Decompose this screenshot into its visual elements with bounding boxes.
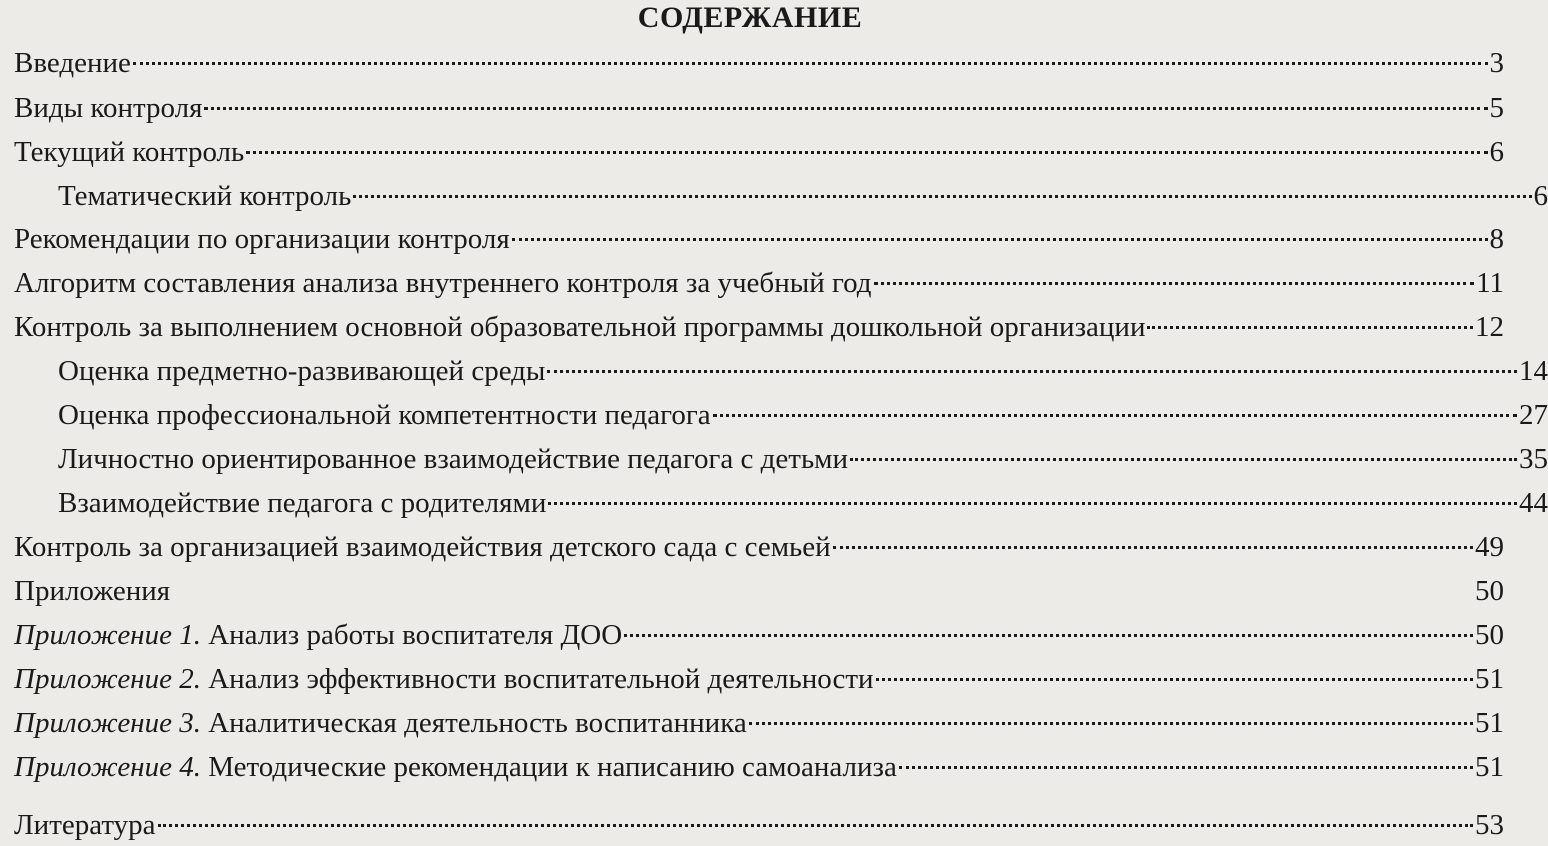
toc-page-number: 6 [1533,180,1548,212]
dot-leader [547,370,1517,373]
toc-entry [0,440,1548,478]
toc-page-number: 12 [1475,311,1504,343]
toc-entry-label: Текущий контроль [14,136,245,168]
dot-leader [158,824,1473,827]
toc-entry-label: Оценка предметно-развивающей среды [58,355,546,387]
toc-entry-label: Алгоритм составления анализа внутреннего контроля за учебный год [14,267,872,299]
toc-entry [0,133,1504,171]
toc-entry [0,572,1504,610]
toc-entry [0,484,1548,522]
toc-entry [0,396,1548,434]
dot-leader [1147,326,1473,329]
toc-page-number: 5 [1489,92,1504,124]
toc-entry-label: Взаимодействие педагога с родителями [58,487,547,519]
toc-entry-label: Контроль за организацией взаимодействия детского сада с семьей [14,531,831,563]
toc-title: СОДЕРЖАНИЕ [637,1,863,34]
toc-entry [0,806,1504,844]
toc-entry [0,704,1504,742]
toc-page-number: 3 [1489,47,1504,79]
dot-leader [713,414,1517,417]
toc-entry [0,44,1504,82]
toc-entry [0,308,1504,346]
toc-entry-label: Виды контроля [14,92,203,124]
dot-leader [353,195,1531,198]
toc-page-number: 50 [1475,575,1504,607]
toc-page-number: 44 [1519,487,1548,519]
dot-leader [876,678,1473,681]
toc-page-number: 27 [1519,399,1548,431]
toc-page-number: 51 [1475,707,1504,739]
toc-page-number: 11 [1476,267,1504,299]
toc-entry-label: Литература [14,809,156,841]
dot-leader [899,766,1473,769]
toc-entry-label: Введение [14,47,131,79]
dot-leader [548,502,1517,505]
toc-page-number: 53 [1475,809,1504,841]
toc-entry [0,528,1504,566]
dot-leader [624,634,1473,637]
toc-entry-label: Приложение 2. Анализ эффективности воспитательной деятельности [14,663,874,695]
toc-entry [0,660,1504,698]
dot-leader [512,238,1488,241]
dot-leader [874,282,1475,285]
toc-entry [0,177,1548,215]
toc-entry-label: Рекомендации по организации контроля [14,223,510,255]
toc-entry-label: Приложения [14,575,171,607]
dot-leader [833,546,1473,549]
dot-leader [133,62,1488,65]
toc-page-number: 51 [1475,751,1504,783]
dot-leader [172,590,1473,593]
toc-entry-label: Приложение 3. Аналитическая деятельность воспитанника [14,707,747,739]
dot-leader [204,107,1487,110]
toc-entry [0,89,1504,127]
dot-leader [850,458,1517,461]
toc-entry-label: Контроль за выполнением основной образовательной программы дошкольной организации [14,311,1146,343]
toc-entry-label: Тематический контроль [58,180,352,212]
toc-page-number: 35 [1519,443,1548,475]
toc-page-number: 14 [1519,355,1548,387]
toc-page-number: 49 [1475,531,1504,563]
toc-entry-label: Оценка профессиональной компетентности педагога [58,399,711,431]
toc-entry [0,352,1548,390]
toc-page-number: 6 [1489,136,1504,168]
toc-entry [0,264,1504,302]
toc-page-number: 51 [1475,663,1504,695]
toc-page-number: 8 [1489,223,1504,255]
toc-page-number: 50 [1475,619,1504,651]
toc-entry-label: Личностно ориентированное взаимодействие педагога с детьми [58,443,849,475]
dot-leader [246,151,1487,154]
toc-entry-label: Приложение 1. Анализ работы воспитателя ДОО [14,619,623,651]
toc-entry [0,220,1504,258]
toc-entry [0,748,1504,786]
toc-entry-label: Приложение 4. Методические рекомендации к написанию самоанализа [14,751,897,783]
toc-entry [0,616,1504,654]
dot-leader [749,722,1473,725]
